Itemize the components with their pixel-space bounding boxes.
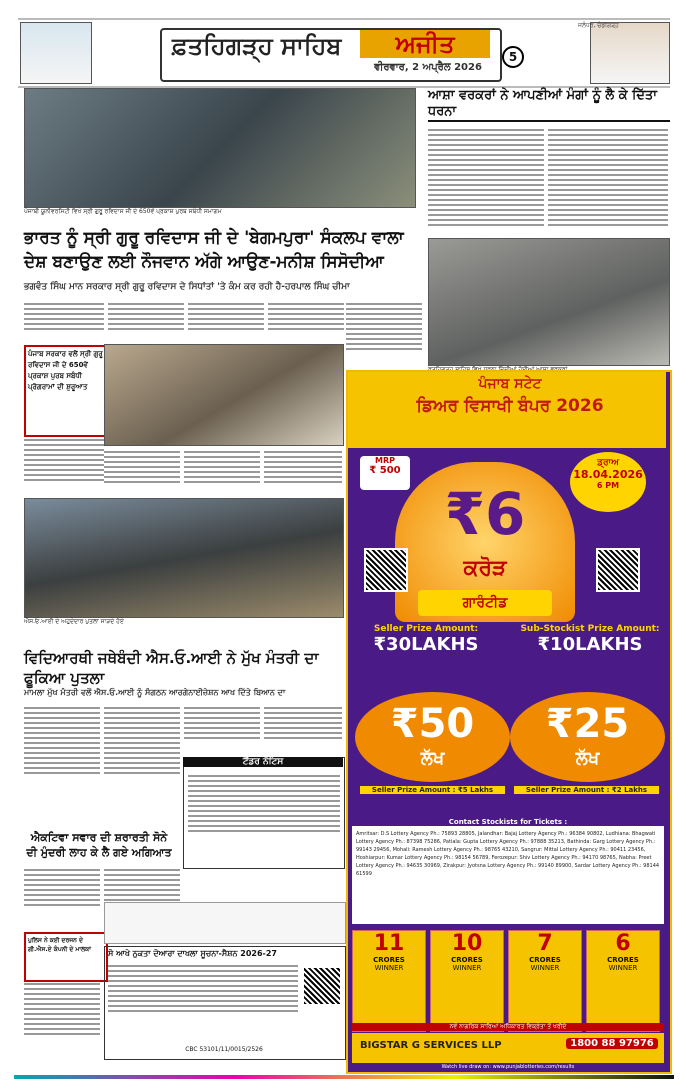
main-headline <box>24 226 424 274</box>
monument-illustration <box>590 22 670 84</box>
footer-company: BIGSTAR G SERVICES LLP <box>360 1040 502 1051</box>
asha-text-col2 <box>548 126 668 234</box>
lamp-lighting-photo <box>104 344 344 446</box>
winner-sub-1: WINNER <box>374 964 404 972</box>
winner-label-1: CRORES <box>373 956 405 964</box>
draw-label: ਡ੍ਰਾਅ <box>597 458 619 468</box>
lottery-banner-line2: ਡਿਅਰ ਵਿਸਾਖੀ ਬੰਪਰ 2026 <box>416 396 604 416</box>
event-photo <box>24 88 416 208</box>
main-headline-line2: ਦੇਸ਼ ਬਣਾਉਣ ਲਈ ਨੌਜਵਾਨ ਅੱਗੇ ਆਉਣ-ਮਨੀਸ਼ ਸਿਸੋਦੀਆ <box>24 252 384 272</box>
effigy-caption: ਐਸ.ਓ.ਆਈ ਦੇ ਅਹੁਦੇਦਾਰ ਪੁਤਲਾ ਸਾੜਦੇ ਹੋਏ <box>24 618 124 625</box>
activa-text-1 <box>24 866 100 926</box>
effigy-photo <box>24 498 344 618</box>
winner-amount-2: 10 <box>451 931 483 956</box>
draw-time: 6 PM <box>596 481 620 490</box>
seller-prize-block <box>356 624 496 655</box>
substockist-prize-label: Sub-Stockist Prize Amount: <box>520 624 660 634</box>
second-prize-amount: ₹50 <box>390 701 475 747</box>
student-text-3 <box>184 704 260 754</box>
substockist-prize-value: ₹10LAKHS <box>537 634 643 655</box>
center-text-d <box>104 448 180 494</box>
page-number: 5 <box>502 46 524 68</box>
student-subhead: ਮਾਮਲਾ ਮੁੱਖ ਮੰਤਰੀ ਵਲੋਂ ਐਸ.ਓ.ਆਈ ਨੂੰ ਸੰਗਠਨ ਆਰਗੇਨਾਈਜ਼ੇਸ਼ਨ ਆਖ ਦਿੱਤੇ ਬਿਆਨ ਦਾ <box>24 688 286 697</box>
first-prize-amount: ₹6 <box>444 480 526 548</box>
asha-headline: ਆਸ਼ਾ ਵਰਕਰਾਂ ਨੇ ਆਪਣੀਆਂ ਮੰਗਾਂ ਨੂੰ ਲੈ ਕੇ ਦਿੱਤਾ ਧਰਨਾ <box>428 88 670 122</box>
winner-sub-3: WINNER <box>530 964 560 972</box>
draw-date: 18.04.2026 <box>573 468 643 481</box>
winner-card-3 <box>508 930 582 1032</box>
first-prize-word: ਕਰੋੜ <box>463 556 507 581</box>
winner-card-4 <box>586 930 660 1032</box>
seller-prize-value: ₹30LAKHS <box>373 634 479 655</box>
police-callout: ਪੁਲਿਸ ਨੇ ਕਈ ਦਰਜਨ ਦੇ ਗੀ.ਐਸ.ਏ ਕੰਪਨੀ ਦੇ ਮਾਲਕਾਂ <box>24 932 108 982</box>
footer-phone: 1800 88 97976 <box>566 1038 658 1049</box>
winner-amount-4: 6 <box>615 931 631 956</box>
center-text-f <box>264 448 342 494</box>
winner-label-2: CRORES <box>451 956 483 964</box>
student-text-2 <box>104 704 180 804</box>
seller-prize3: Seller Prize Amount : ₹2 Lakhs <box>514 786 659 794</box>
footer-tagline: ਨਵੇਂ ਨਾਗਰਿਕ ਸਾਰਿਆਂ ਅਧਿਕਾਰਤ ਵਿਕ੍ਰੇਤਾ ਤੋਂ ਖਰੀਦੋ <box>352 1023 664 1031</box>
center-text-a <box>108 300 184 340</box>
student-text-1 <box>24 704 100 804</box>
mrp-value: ₹ 500 <box>369 465 401 476</box>
third-prize-word: ਲੱਖ <box>575 748 600 769</box>
winner-amount-1: 11 <box>373 931 405 956</box>
seller-prize-label: Seller Prize Amount: <box>373 624 479 634</box>
winner-label-3: CRORES <box>529 956 561 964</box>
winner-amount-3: 7 <box>537 931 553 956</box>
winner-sub-2: WINNER <box>452 964 482 972</box>
right-narrow-text <box>346 300 422 366</box>
contact-title: Contact Stockists for Tickets : <box>352 818 664 826</box>
photo-caption: ਪੰਜਾਬੀ ਯੂਨੀਵਰਸਿਟੀ ਵਿਖੇ ਸ੍ਰੀ ਗੁਰੂ ਰਵਿਦਾਸ ਜੀ ਦੇ 650ਵੇਂ ਪ੍ਰਕਾਸ਼ ਪੁਰਬ ਸਬੰਧੀ ਸਮਾਗਮ <box>24 208 222 215</box>
skill-india-strip <box>104 902 346 944</box>
admission-qr-code <box>302 966 342 1006</box>
paper-name: ਅਜੀਤ <box>360 30 490 58</box>
guaranteed-label: ਗਾਰੰਟੀਡ <box>418 590 552 616</box>
student-text-4 <box>264 704 342 754</box>
gurdwara-illustration <box>20 22 92 84</box>
winner-card-2 <box>430 930 504 1032</box>
left-text-mid <box>24 436 104 496</box>
center-text-b <box>188 300 264 340</box>
activa-headline: ਐਕਟਿਵਾ ਸਵਾਰ ਦੀ ਸ਼ਰਾਰਤੀ ਸੋਨੇ ਦੀ ਮੁੰਦਰੀ ਲਾਹ ਕੇ ਲੈ ਗਏ ਅਗਿਆਤ <box>26 831 172 859</box>
tender-notice-title: ਟੈਂਡਰ ਨੋਟਿਸ <box>183 757 343 767</box>
center-text-e <box>184 448 260 494</box>
asha-text-col1 <box>428 126 544 234</box>
student-headline: ਵਿਦਿਆਰਥੀ ਜਥੇਬੰਦੀ ਐਸ.ਓ.ਆਈ ਨੇ ਮੁੱਖ ਮੰਤਰੀ ਦਾ ਫੂਕਿਆ ਪੁਤਲਾ <box>24 649 319 687</box>
center-text-c <box>268 300 344 340</box>
lottery-banner-line1: ਪੰਜਾਬ ਸਟੇਟ <box>478 376 542 392</box>
substockist-prize-block <box>520 624 660 655</box>
main-subhead: ਭਗਵੰਤ ਸਿੰਘ ਮਾਨ ਸਰਕਾਰ ਸ੍ਰੀ ਗੁਰੂ ਰਵਿਦਾਸ ਦੇ ਸਿਧਾਂਤਾਂ 'ਤੇ ਕੰਮ ਕਰ ਰਹੀ ਹੈ-ਹਰਪਾਲ ਸਿੰਘ ਚੀਮਾ <box>24 282 350 292</box>
admission-notice-text <box>108 962 298 1042</box>
admission-notice-title: ਸੋ ਆਖੇ ਨੁਕਤਾ ਦੋਆਰਾ ਦਾਖਲਾ ਸੂਚਨਾ-ਸੈਸ਼ਨ 2026-27 <box>108 949 277 958</box>
tender-notice-text <box>188 772 340 862</box>
second-prize-word: ਲੱਖ <box>420 748 445 769</box>
mrp-label: MRP <box>375 456 395 465</box>
callout-box: ਪੰਜਾਬ ਸਰਕਾਰ ਵਲੋਂ ਸ੍ਰੀ ਗੁਰੂ ਰਵਿਦਾਸ ਜੀ ਦੇ 650ਵੇਂ ਪ੍ਰਕਾਸ਼ ਪੁਰਬ ਸਬੰਧੀ ਪ੍ਰੋਗਰਾਮਾਂ ਦੀ ਸ਼ੁਰੂਆਤ <box>24 345 108 437</box>
footer-url: Watch live draw on: www.punjablotteries.com/results <box>352 1064 664 1070</box>
contact-list: Amritsar: D.S Lottery Agency Ph.: 75893 28805, Jalandhar: Bajaj Lottery Agency Ph.: 96384 90802, Ludhiana: Bhagwati Lottery Agency Ph.: 87398 75286, Patiala: Gupta Lottery Agency Ph.: 97888 35213, Bathinda: Garg Lottery Agency Ph.: 99143 29456, Mohali: Ramesh Lottery Agency Ph.: 98765 43210, Sangrur: Mittal Lottery Agency Ph.: 90411 23456, Hoshiarpur: Kumar Lottery Agency Ph.: 98154 56789, Ferozepur: Shiv Lottery Agency Ph.: 94170 98765, Nabha: Preet Lottery Agency Ph.: 94635 30969, Zirakpur: Jyotsna Lottery Agency Ph.: 99140 89900, Sardar Lottery Agency Ph.: 98144 61599 <box>356 831 660 877</box>
section-title: ਫ਼ਤਹਿਗੜ੍ਹ ਸਾਹਿਬ <box>172 32 342 60</box>
police-text <box>24 980 100 1060</box>
draw-date-badge <box>570 452 646 512</box>
lottery-qr-left <box>364 548 408 592</box>
issue-date: ਵੀਰਵਾਰ, 2 ਅਪ੍ਰੈਲ 2026 <box>374 62 482 73</box>
protest-photo <box>428 238 670 366</box>
winner-sub-4: WINNER <box>608 964 638 972</box>
winner-label-4: CRORES <box>607 956 639 964</box>
left-text-top <box>24 300 104 340</box>
admission-notice-ref: CBC 53101/11/0015/2526 <box>185 1046 263 1053</box>
edition-label: ਜਲੰਧਰ, ਚੰਡੀਗੜ੍ਹ <box>578 22 619 29</box>
color-registration-strip <box>14 1075 674 1079</box>
main-headline-line1: ਭਾਰਤ ਨੂੰ ਸ੍ਰੀ ਗੁਰੂ ਰਵਿਦਾਸ ਜੀ ਦੇ 'ਬੇਗਮਪੁਰਾ' ਸੰਕਲਪ ਵਾਲਾ <box>24 228 404 248</box>
lottery-qr-right <box>596 548 640 592</box>
seller-prize2: Seller Prize Amount : ₹5 Lakhs <box>360 786 505 794</box>
winner-card-1 <box>352 930 426 1032</box>
third-prize-amount: ₹25 <box>545 701 630 747</box>
